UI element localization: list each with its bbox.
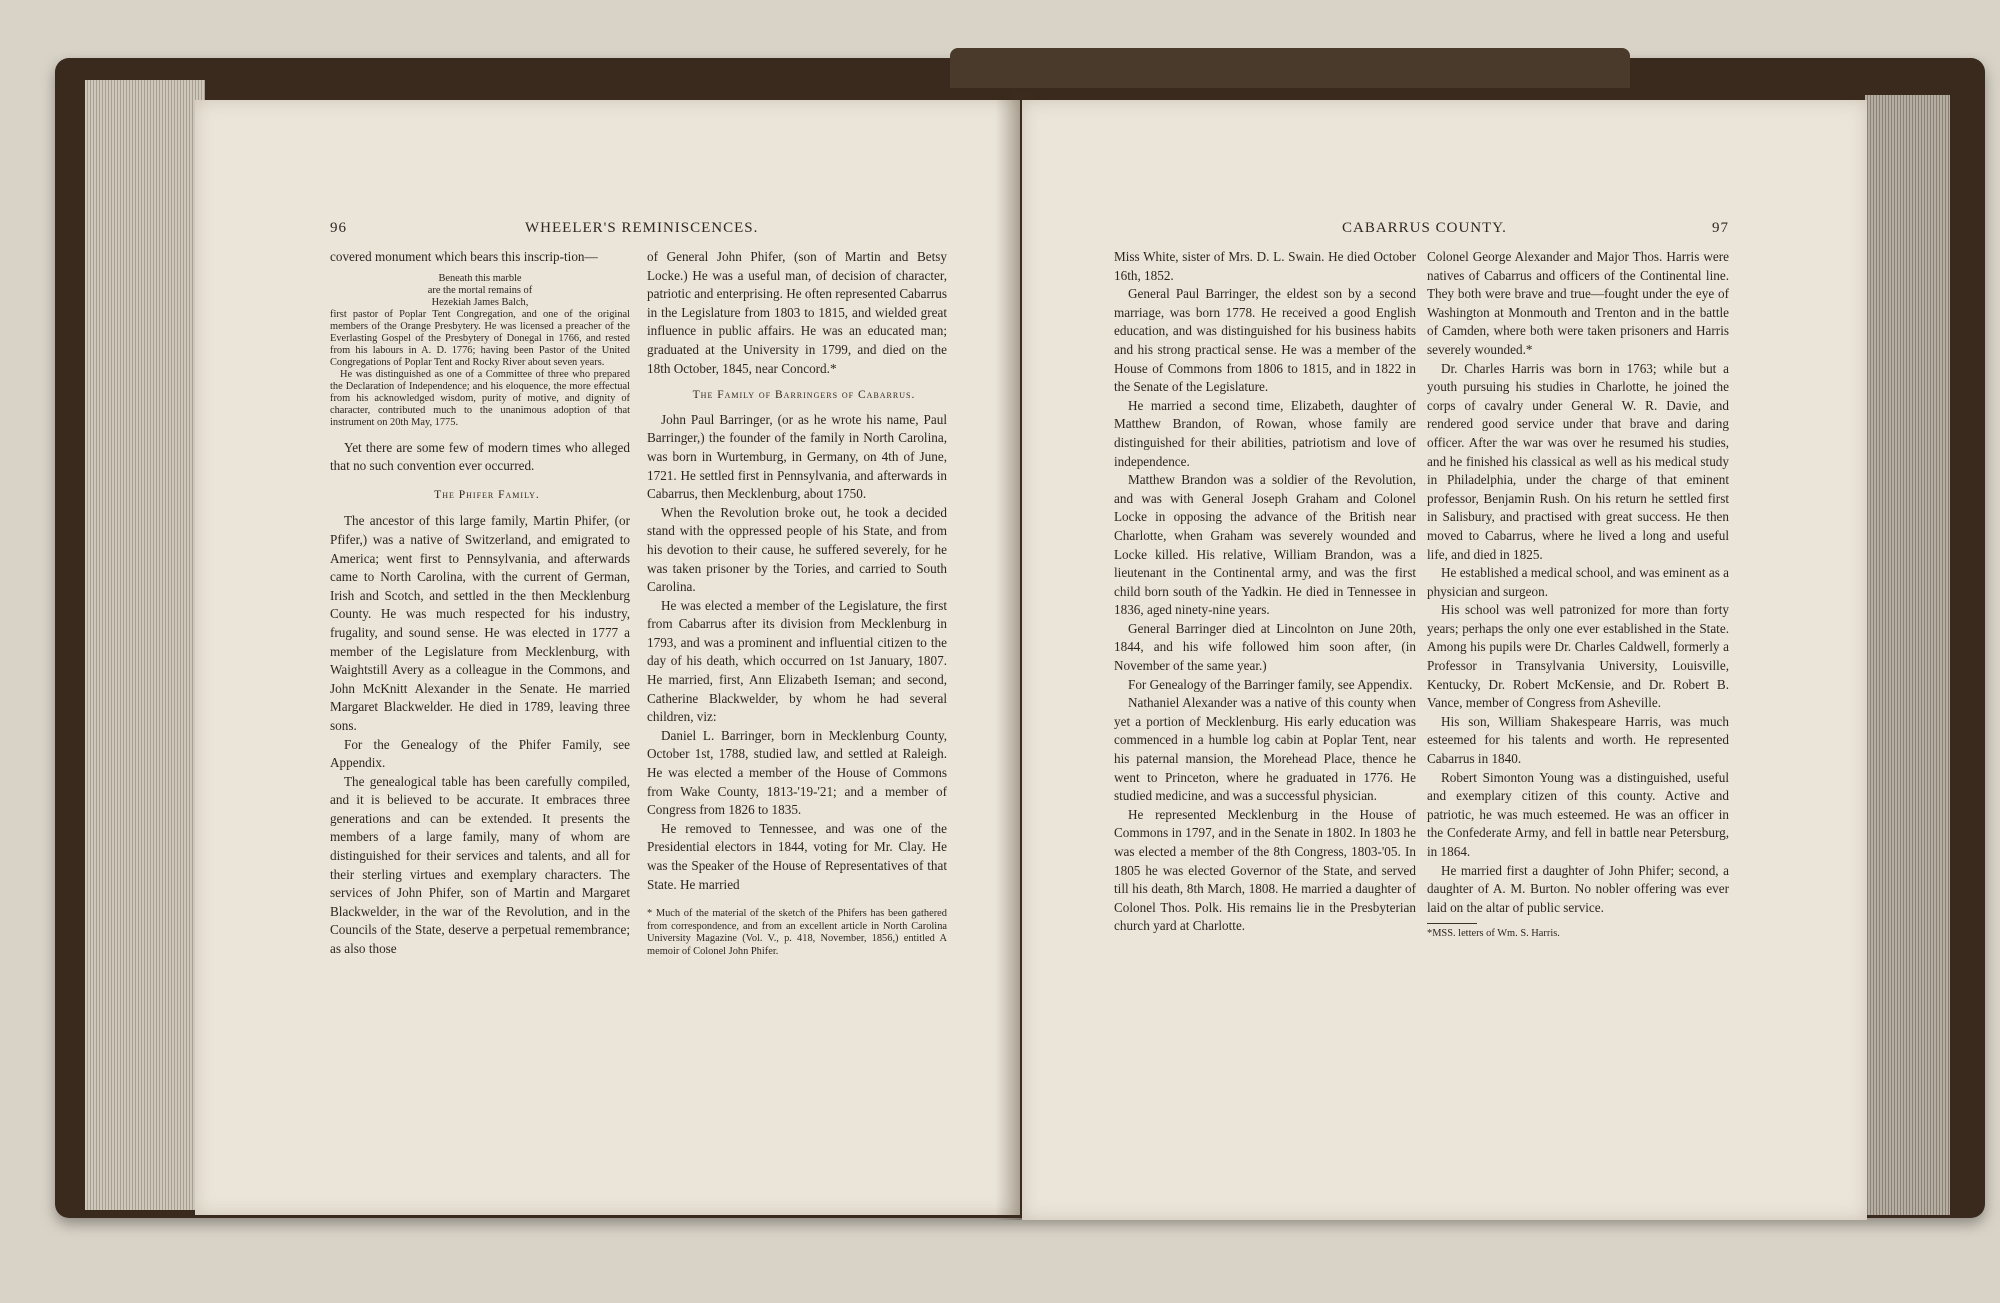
footnote-rule (1427, 923, 1477, 924)
inscription-text: first pastor of Poplar Tent Congregation, and one of the original members of the Orange Presbytery. He was licensed a preacher of the Everlasting Gospel of the Presbytery of Donegal in 1766, and rested from his labours in A. D. 1776; having been Pastor of the United Congregations of Poplar Tent and Rocky River about seven years. (330, 308, 630, 368)
inscription-line: are the mortal remains of (427, 284, 533, 296)
paragraph: He married a second time, Elizabeth, daughter of Matthew Brandon, of Rowan, whose family are distinguished for their abilities, patriotism and love of independence. (1114, 397, 1416, 469)
footnote: *MSS. letters of Wm. S. Harris. (1427, 928, 1560, 940)
left-page (195, 100, 1020, 1215)
paragraph: His son, William Shakespeare Harris, was much esteemed for his talents and worth. He represented Cabarrus in 1840. (1427, 713, 1729, 767)
left-page-column-2 (647, 248, 947, 959)
paragraph: For Genealogy of the Barringer family, see Appendix. (1128, 676, 1413, 692)
running-head: WHEELER'S REMINISCENCES. (525, 220, 759, 236)
inscription-line: Beneath this marble (438, 272, 522, 284)
section-heading: The Phifer Family. (434, 488, 540, 501)
inscription-line: Hezekiah James Balch, (431, 296, 529, 308)
paragraph: When the Revolution broke out, he took a decided stand with the oppressed people of his State, and from his devotion to their cause, he suffered severely, for he was taken prisoner by the Tories, and carried to South Carolina. (647, 504, 947, 595)
monument-inscription (330, 273, 630, 429)
right-page (1022, 100, 1867, 1220)
paragraph: John Paul Barringer, (or as he wrote his name, Paul Barringer,) the founder of the family in North Carolina, was born in Wurtemburg, in Germany, on 4th of June, 1721. He settled first in Pennsylvania, and afterwards in Cabarrus, then Mecklenburg, about 1750. (647, 411, 947, 502)
book-spine (950, 48, 1630, 88)
footnote: * Much of the material of the sketch of the Phifers has been gathered from correspondence, and from an excellent article in North Carolina University Magazine (Vol. V., p. 418, November, 1856,) entitled A memoir of Colonel John Phifer. (647, 908, 947, 957)
paragraph: Colonel George Alexander and Major Thos. Harris were natives of Cabarrus and officers of the Continental line. They both were brave and true—fought under the eye of Washington at Monmouth and Trenton and in the battle of Camden, where both were taken prisoners and Harris severely wounded.* (1427, 249, 1729, 357)
inscription-text: He was distinguished as one of a Committee of three who prepared the Declaration of Independence; and his eloquence, the more effectual from his acknowledged wisdom, purity of motive, and dignity of character, contributed much to the unanimous adoption of that instrument on 20th May, 1775. (330, 368, 630, 428)
paragraph: Daniel L. Barringer, born in Mecklenburg County, October 1st, 1788, studied law, and settled at Raleigh. He was elected a member of the House of Commons from Wake County, 1813-'19-'21; and a member of Congress from 1826 to 1835. (647, 727, 947, 818)
paragraph: General Barringer died at Lincolnton on June 20th, 1844, and his wife followed him soon after, (in November of the same year.) (1114, 620, 1416, 674)
paragraph: Robert Simonton Young was a distinguished, useful and exemplary citizen of this county. Active and patriotic, he was much esteemed. He was an officer in the Confederate Army, and fell in battle near Petersburg, in 1864. (1427, 769, 1729, 859)
running-head: CABARRUS COUNTY. (1342, 220, 1507, 236)
page-edges-right (1865, 95, 1950, 1215)
page-number: 97 (1712, 220, 1729, 236)
paragraph: Dr. Charles Harris was born in 1763; while but a youth pursuing his studies in Charlotte, he joined the corps of cavalry under General W. R. Davie, and rendered good service under that brave and daring officer. After the war was over he resumed his studies, and he finished his classical as well as his medical study in Philadelphia, under the charge of that eminent professor, Benjamin Rush. On his return he settled first in Salisbury, and practised with great success. He then moved to Cabarrus, where he lived a long and useful life, and died in 1825. (1427, 360, 1729, 562)
left-page-column-1 (330, 248, 630, 959)
paragraph: For the Genealogy of the Phifer Family, see Appendix. (330, 736, 630, 771)
paragraph: covered monument which bears this inscrip-tion— (330, 249, 598, 264)
page-number: 96 (330, 220, 347, 236)
paragraph: He removed to Tennessee, and was one of the Presidential electors in 1844, voting for Mr. Clay. He was the Speaker of the House of Representatives of that State. He married (647, 820, 947, 892)
paragraph: He established a medical school, and was eminent as a physician and surgeon. (1427, 565, 1729, 599)
right-page-column-2 (1427, 248, 1729, 941)
paragraph: He was elected a member of the Legislature, the first from Cabarrus after its division from Mecklenburg in 1793, and was a prominent and influential citizen to the day of his death, which occurred on 1st January, 1807. He married, first, Ann Elizabeth Iseman; and second, Catherine Blackwelder, by whom he had several children, viz: (647, 597, 947, 725)
section-heading: The Family of Barringers of Cabarrus. (692, 389, 916, 402)
right-page-column-1 (1114, 248, 1416, 936)
paragraph: The genealogical table has been carefully compiled, and it is believed to be accurate. It embraces three generations and can be extended. It presents the members of a large family, many of whom are distinguished for their services and talents, and all for their sterling virtues and exemplary characters. The services of John Phifer, son of Martin and Margaret Blackwelder, in the war of the Revolution, and in the Councils of the State, deserve a perpetual remembrance; as also those (330, 773, 630, 957)
paragraph: Matthew Brandon was a soldier of the Revolution, and was with General Joseph Graham and Colonel Locke in opposing the advance of the British near Charlotte, when Graham was severely wounded and Locke killed. His relative, William Brandon, was a lieutenant in the Continental army, and was the first child born south of the Yadkin. He died in Tennessee in 1836, aged ninety-nine years. (1114, 472, 1416, 618)
paragraph: Nathaniel Alexander was a native of this county when yet a portion of Mecklenburg. His early education was commenced in a humble log cabin at Poplar Tent, near his paternal mansion, the Morehead Place, thence he went to Princeton, where he graduated in 1776. He studied medicine, and was a successful physician. (1114, 695, 1416, 804)
paragraph: General Paul Barringer, the eldest son by a second marriage, was born 1778. He received a good English education, and was distinguished for his business habits and his strong practical sense. He was a member of the House of Commons from 1806 to 1815, and in 1822 in the Senate of the Legislature. (1114, 286, 1416, 395)
paragraph: Yet there are some few of modern times who alleged that no such convention ever occurred. (330, 439, 630, 474)
paragraph: His school was well patronized for more than forty years; perhaps the only one ever established in the State. Among his pupils were Dr. Charles Caldwell, formerly a Professor in Transylvania University, Louisville, Kentucky, Dr. Robert McKensie, and Dr. Robert B. Vance, member of Congress from Asheville. (1427, 602, 1729, 711)
paragraph: He represented Mecklenburg in the House of Commons in 1797, and in the Senate in 1802. In 1803 he was elected a member of the 8th Congress, 1803-'05. In 1805 he was elected Governor of the State, and served till his death, 8th March, 1808. He married a daughter of Colonel Thos. Polk. His remains lie in the Presbyterian church yard at Charlotte. (1114, 806, 1416, 934)
paragraph: The ancestor of this large family, Martin Phifer, (or Pfifer,) was a native of Switzerland, and emigrated to America; went first to Pennsylvania, and afterwards came to North Carolina, with the current of German, Irish and Scotch, and settled in the then Mecklenburg County. He was much respected for his industry, frugality, and sound sense. He was elected in 1777 a member of the Legislature from Mecklenburg, with Waightstill Avery as a colleague in the Commons, and John McKnitt Alexander in the Senate. He married Margaret Blackwelder. He died in 1789, leaving three sons. (330, 513, 630, 733)
paragraph: of General John Phifer, (son of Martin and Betsy Locke.) He was a useful man, of decision of character, patriotic and enterprising. He often represented Cabarrus in the Legislature from 1803 to 1815, and wielded great influence in public affairs. He was an educated man; graduated at the University in 1799, and died on the 18th October, 1845, near Concord.* (647, 249, 947, 376)
paragraph: Miss White, sister of Mrs. D. L. Swain. He died October 16th, 1852. (1114, 249, 1416, 283)
paragraph: He married first a daughter of John Phifer; second, a daughter of A. M. Burton. No nobler offering was ever laid on the altar of public service. (1427, 862, 1729, 915)
page-edges-left (85, 80, 205, 1210)
